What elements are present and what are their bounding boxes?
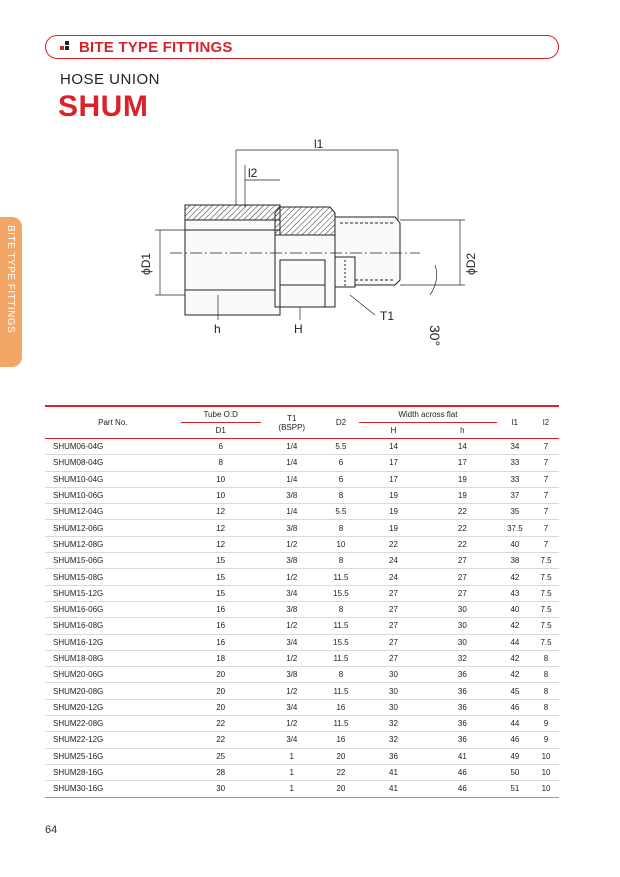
table-cell: 30	[181, 781, 261, 797]
table-cell: 1/2	[261, 536, 323, 552]
table-row	[45, 732, 559, 748]
table-cell: 24	[359, 569, 428, 585]
table-cell: SHUM12-08G	[45, 536, 181, 552]
table-cell: 30	[428, 634, 497, 650]
table-cell: 19	[359, 520, 428, 536]
table-cell: 7	[533, 439, 559, 455]
table-cell: 8	[323, 601, 359, 617]
table-cell: 1	[261, 748, 323, 764]
table-cell: 22	[181, 732, 261, 748]
table-cell: 7	[533, 487, 559, 503]
table-cell: 27	[359, 585, 428, 601]
table-row	[45, 553, 559, 569]
table-row	[45, 471, 559, 487]
table-cell: 9	[533, 732, 559, 748]
table-cell: 42	[497, 618, 533, 634]
table-row	[45, 569, 559, 585]
table-cell: 46	[497, 732, 533, 748]
spec-table	[45, 405, 559, 798]
table-cell: 11.5	[323, 618, 359, 634]
table-cell: 30	[428, 618, 497, 634]
table-cell: 3/8	[261, 667, 323, 683]
table-row	[45, 585, 559, 601]
table-row	[45, 504, 559, 520]
product-model: SHUM	[58, 90, 149, 123]
table-row	[45, 781, 559, 797]
table-cell: 15	[181, 585, 261, 601]
table-cell: SHUM10-04G	[45, 471, 181, 487]
table-cell: SHUM06-04G	[45, 439, 181, 455]
table-cell: 27	[428, 569, 497, 585]
table-cell: 1/4	[261, 471, 323, 487]
table-row	[45, 683, 559, 699]
table-cell: 3/8	[261, 601, 323, 617]
table-cell: 8	[533, 699, 559, 715]
hex-h-small-label: h	[214, 322, 221, 336]
table-cell: 17	[359, 471, 428, 487]
table-cell: 3/4	[261, 634, 323, 650]
table-cell: SHUM16-06G	[45, 601, 181, 617]
table-cell: 17	[359, 455, 428, 471]
table-cell: 44	[497, 634, 533, 650]
table-cell: 3/8	[261, 487, 323, 503]
table-cell: 46	[428, 781, 497, 797]
table-cell: 27	[359, 618, 428, 634]
table-cell: 11.5	[323, 569, 359, 585]
table-cell: 7	[533, 504, 559, 520]
table-cell: 16	[181, 618, 261, 634]
table-cell: 7	[533, 455, 559, 471]
table-cell: 36	[428, 683, 497, 699]
table-cell: 11.5	[323, 683, 359, 699]
table-cell: 10	[181, 471, 261, 487]
table-cell: 32	[428, 650, 497, 666]
table-cell: 35	[497, 504, 533, 520]
table-cell: 27	[359, 601, 428, 617]
table-cell: 22	[323, 764, 359, 780]
table-row	[45, 455, 559, 471]
section-title: BITE TYPE FITTINGS	[79, 39, 233, 56]
table-cell: 30	[428, 601, 497, 617]
table-cell: SHUM12-04G	[45, 504, 181, 520]
table-cell: SHUM08-04G	[45, 455, 181, 471]
table-cell: 1/2	[261, 569, 323, 585]
col-t1: T1 (BSPP)	[261, 406, 323, 439]
table-cell: 20	[181, 683, 261, 699]
table-cell: 8	[533, 667, 559, 683]
table-cell: 36	[428, 667, 497, 683]
table-cell: 43	[497, 585, 533, 601]
table-cell: 19	[359, 487, 428, 503]
table-cell: SHUM10-06G	[45, 487, 181, 503]
table-cell: 1	[261, 764, 323, 780]
table-cell: 27	[428, 553, 497, 569]
table-row	[45, 699, 559, 715]
table-cell: 9	[533, 716, 559, 732]
table-cell: SHUM15-12G	[45, 585, 181, 601]
col-tube-od: Tube O.D	[181, 406, 261, 423]
table-cell: 27	[359, 634, 428, 650]
table-cell: 27	[359, 650, 428, 666]
table-cell: SHUM16-08G	[45, 618, 181, 634]
table-cell: 11.5	[323, 716, 359, 732]
table-cell: 42	[497, 667, 533, 683]
table-cell: 46	[428, 764, 497, 780]
dim-d2-label: ϕD2	[464, 252, 478, 275]
table-cell: 22	[428, 504, 497, 520]
table-row	[45, 764, 559, 780]
table-cell: 7.5	[533, 553, 559, 569]
table-cell: 36	[428, 716, 497, 732]
table-cell: SHUM15-06G	[45, 553, 181, 569]
brand-logo-icon	[60, 42, 72, 52]
table-cell: 27	[428, 585, 497, 601]
table-cell: 16	[181, 634, 261, 650]
table-cell: 42	[497, 650, 533, 666]
table-cell: 41	[359, 781, 428, 797]
table-cell: 30	[359, 683, 428, 699]
table-cell: 10	[323, 536, 359, 552]
table-cell: SHUM25-16G	[45, 748, 181, 764]
table-cell: 22	[181, 716, 261, 732]
table-cell: 33	[497, 455, 533, 471]
table-cell: 20	[323, 781, 359, 797]
table-cell: 7.5	[533, 585, 559, 601]
table-cell: 22	[359, 536, 428, 552]
table-cell: SHUM22-12G	[45, 732, 181, 748]
table-cell: 12	[181, 504, 261, 520]
table-cell: 1/4	[261, 455, 323, 471]
table-cell: 42	[497, 569, 533, 585]
table-cell: 20	[181, 699, 261, 715]
table-cell: 44	[497, 716, 533, 732]
table-cell: 17	[428, 455, 497, 471]
table-cell: 19	[428, 471, 497, 487]
table-cell: 1/2	[261, 683, 323, 699]
table-cell: 40	[497, 601, 533, 617]
table-cell: 14	[428, 439, 497, 455]
table-row	[45, 536, 559, 552]
table-cell: 7	[533, 536, 559, 552]
table-row	[45, 439, 559, 455]
dim-l1-label: l1	[314, 137, 324, 151]
table-cell: 1/2	[261, 618, 323, 634]
table-cell: 12	[181, 536, 261, 552]
table-cell: 15.5	[323, 585, 359, 601]
table-row	[45, 601, 559, 617]
table-cell: 8	[323, 520, 359, 536]
table-cell: 7	[533, 520, 559, 536]
table-cell: 6	[181, 439, 261, 455]
table-cell: 19	[359, 504, 428, 520]
table-row	[45, 634, 559, 650]
table-cell: SHUM30-16G	[45, 781, 181, 797]
table-cell: 36	[359, 748, 428, 764]
table-cell: 8	[181, 455, 261, 471]
col-width-across-flat: Width across flat	[359, 406, 497, 423]
angle-label: 30°	[427, 325, 443, 347]
table-cell: 1	[261, 781, 323, 797]
table-cell: 30	[359, 667, 428, 683]
table-cell: SHUM12-06G	[45, 520, 181, 536]
table-cell: 28	[181, 764, 261, 780]
table-cell: 5.5	[323, 439, 359, 455]
table-cell: 10	[533, 764, 559, 780]
product-subtitle: HOSE UNION	[60, 71, 161, 88]
col-h: h	[428, 423, 497, 439]
table-cell: 3/8	[261, 553, 323, 569]
table-cell: 50	[497, 764, 533, 780]
table-cell: SHUM20-12G	[45, 699, 181, 715]
table-cell: 7.5	[533, 601, 559, 617]
table-cell: 14	[359, 439, 428, 455]
table-cell: SHUM22-08G	[45, 716, 181, 732]
col-d2: D2	[323, 406, 359, 439]
table-cell: 3/8	[261, 520, 323, 536]
side-tab[interactable]	[0, 217, 22, 367]
table-row	[45, 520, 559, 536]
table-cell: 45	[497, 683, 533, 699]
table-cell: 8	[323, 667, 359, 683]
table-cell: 33	[497, 471, 533, 487]
hex-h-big-label: H	[294, 322, 303, 336]
table-cell: 36	[428, 732, 497, 748]
table-cell: 19	[428, 487, 497, 503]
table-cell: SHUM28-16G	[45, 764, 181, 780]
table-cell: 34	[497, 439, 533, 455]
table-cell: 16	[323, 732, 359, 748]
col-part-no: Part No.	[45, 406, 181, 439]
table-cell: 10	[181, 487, 261, 503]
table-cell: 30	[359, 699, 428, 715]
table-cell: 7.5	[533, 634, 559, 650]
table-cell: 49	[497, 748, 533, 764]
table-cell: 8	[323, 553, 359, 569]
table-row	[45, 667, 559, 683]
table-cell: 32	[359, 732, 428, 748]
col-H: H	[359, 423, 428, 439]
page-number: 64	[45, 824, 58, 836]
table-cell: 8	[323, 487, 359, 503]
table-cell: 16	[181, 601, 261, 617]
table-cell: 37.5	[497, 520, 533, 536]
table-cell: 37	[497, 487, 533, 503]
table-cell: 7	[533, 471, 559, 487]
table-cell: 20	[181, 667, 261, 683]
table-row	[45, 748, 559, 764]
table-cell: SHUM20-06G	[45, 667, 181, 683]
table-cell: 1/2	[261, 650, 323, 666]
table-cell: 6	[323, 455, 359, 471]
table-cell: 32	[359, 716, 428, 732]
table-cell: 3/4	[261, 732, 323, 748]
table-cell: SHUM15-08G	[45, 569, 181, 585]
table-cell: 40	[497, 536, 533, 552]
table-cell: 3/4	[261, 699, 323, 715]
section-banner	[45, 35, 559, 59]
table-cell: 5.5	[323, 504, 359, 520]
table-cell: 38	[497, 553, 533, 569]
table-cell: 41	[428, 748, 497, 764]
table-cell: 7.5	[533, 569, 559, 585]
table-cell: 8	[533, 683, 559, 699]
table-row	[45, 618, 559, 634]
col-l2: l2	[533, 406, 559, 439]
table-cell: 10	[533, 781, 559, 797]
thread-t1-label: T1	[380, 309, 395, 323]
table-cell: 22	[428, 520, 497, 536]
table-cell: 15	[181, 553, 261, 569]
table-cell: 7.5	[533, 618, 559, 634]
dim-l2-label: l2	[248, 166, 258, 180]
table-cell: 6	[323, 471, 359, 487]
table-cell: 51	[497, 781, 533, 797]
table-cell: 3/4	[261, 585, 323, 601]
table-row	[45, 650, 559, 666]
side-tab-label: BITE TYPE FITTINGS	[5, 225, 16, 334]
table-cell: SHUM18-08G	[45, 650, 181, 666]
table-cell: 16	[323, 699, 359, 715]
table-row	[45, 716, 559, 732]
table-cell: 22	[428, 536, 497, 552]
col-l1: l1	[497, 406, 533, 439]
table-row	[45, 487, 559, 503]
table-cell: 15.5	[323, 634, 359, 650]
table-cell: 25	[181, 748, 261, 764]
table-cell: 41	[359, 764, 428, 780]
table-cell: 1/4	[261, 504, 323, 520]
table-cell: 1/4	[261, 439, 323, 455]
table-cell: 8	[533, 650, 559, 666]
table-cell: 36	[428, 699, 497, 715]
table-cell: 10	[533, 748, 559, 764]
table-cell: 18	[181, 650, 261, 666]
table-cell: SHUM20-08G	[45, 683, 181, 699]
table-cell: 15	[181, 569, 261, 585]
table-cell: 46	[497, 699, 533, 715]
table-cell: SHUM16-12G	[45, 634, 181, 650]
col-d1: D1	[181, 423, 261, 439]
table-cell: 20	[323, 748, 359, 764]
table-cell: 11.5	[323, 650, 359, 666]
technical-drawing	[130, 135, 500, 350]
dim-d1-label: ϕD1	[139, 252, 153, 275]
table-cell: 12	[181, 520, 261, 536]
table-cell: 1/2	[261, 716, 323, 732]
table-cell: 24	[359, 553, 428, 569]
